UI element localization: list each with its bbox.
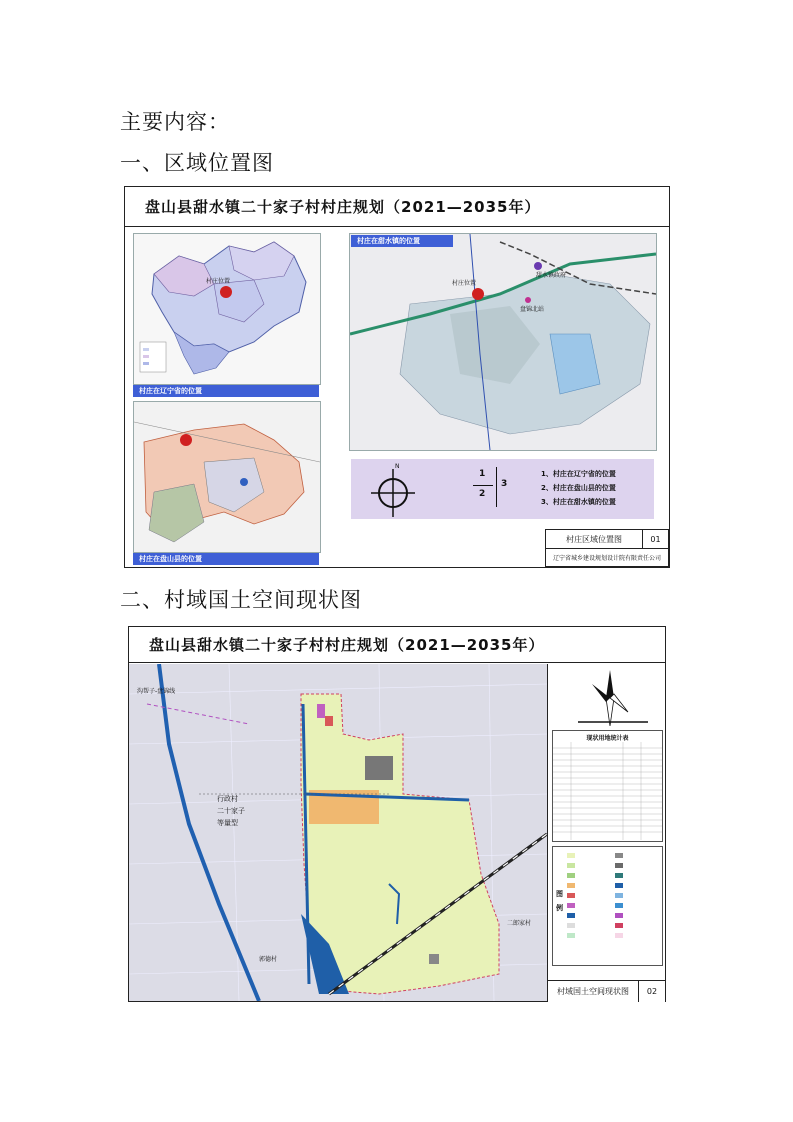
legend-item-2: 2、村庄在盘山县的位置 bbox=[541, 484, 616, 492]
bottom-village-label: 郭德村 bbox=[259, 956, 278, 963]
legend-item-1: 1、村庄在辽宁省的位置 bbox=[541, 470, 616, 478]
province-map-graphic bbox=[134, 234, 320, 384]
land-use-map-graphic bbox=[129, 664, 547, 1001]
station-label: 盘锦北站 bbox=[520, 306, 545, 313]
admin-village-label: 行政村 bbox=[217, 795, 238, 803]
key-number-3: 3 bbox=[501, 479, 508, 489]
key-panel bbox=[351, 459, 654, 519]
land-use-map bbox=[129, 664, 548, 1001]
town-gov-label: 甜水镇政府 bbox=[536, 272, 567, 279]
section2-heading: 二、村域国土空间现状图 bbox=[120, 588, 362, 612]
town-village-location-label: 村庄位置 bbox=[452, 280, 477, 287]
company-name: 辽宁省城乡建设规划设计院有限责任公司 bbox=[552, 555, 661, 562]
key-number-1: 1 bbox=[479, 469, 486, 479]
town-map-graphic bbox=[350, 234, 656, 450]
province-map bbox=[133, 233, 321, 385]
legend-item-3: 3、村庄在甜水镇的位置 bbox=[541, 498, 616, 506]
drawing-name: 村庄区域位置图 bbox=[546, 530, 643, 549]
key-divider-v bbox=[496, 467, 497, 507]
drawing-number: 01 bbox=[643, 530, 668, 549]
village-location-label: 村庄位置 bbox=[206, 278, 231, 285]
section-heading: 主要内容： bbox=[120, 110, 230, 134]
side-panel bbox=[548, 664, 665, 1001]
town-map bbox=[349, 233, 657, 451]
stats-table-title: 现状用地统计表 bbox=[586, 735, 629, 742]
legend-side-label: 图 例 bbox=[556, 890, 563, 912]
drawing-number-2: 02 bbox=[646, 987, 658, 996]
left-road-label: 沟帮子-盘锦线 bbox=[137, 688, 176, 695]
sheet-title: 盘山县甜水镇二十家子村村庄规划（2021—2035年） bbox=[125, 187, 669, 227]
county-map-graphic bbox=[134, 402, 320, 552]
right-village-label: 二郎家村 bbox=[507, 920, 532, 927]
legend-swatches bbox=[553, 847, 662, 965]
key-divider-h bbox=[473, 485, 493, 486]
province-panel-label: 村庄在辽宁省的位置 bbox=[133, 385, 319, 397]
town-panel-label: 村庄在甜水镇的位置 bbox=[351, 235, 453, 247]
section1-heading: 一、区域位置图 bbox=[120, 151, 274, 175]
stats-table-grid bbox=[553, 742, 662, 840]
sheet-title-2: 盘山县甜水镇二十家子村村庄规划（2021—2035年） bbox=[129, 627, 665, 663]
title-block bbox=[545, 529, 669, 567]
location-map-sheet bbox=[124, 186, 670, 568]
village-name-label: 二十家子 bbox=[217, 807, 245, 815]
north-label: N bbox=[395, 463, 400, 470]
drawing-name-2: 村域国土空间现状图 bbox=[548, 981, 639, 1002]
north-arrow-icon bbox=[365, 461, 425, 521]
county-panel-label: 村庄在盘山县的位置 bbox=[133, 553, 319, 565]
compass-icon bbox=[548, 664, 665, 730]
key-number-2: 2 bbox=[479, 489, 486, 499]
stats-table bbox=[552, 730, 663, 842]
county-map bbox=[133, 401, 321, 553]
village-type-label: 等量型 bbox=[217, 819, 238, 827]
land-use-sheet bbox=[128, 626, 666, 1002]
title-block-2 bbox=[548, 980, 665, 1002]
legend-panel bbox=[552, 846, 663, 966]
